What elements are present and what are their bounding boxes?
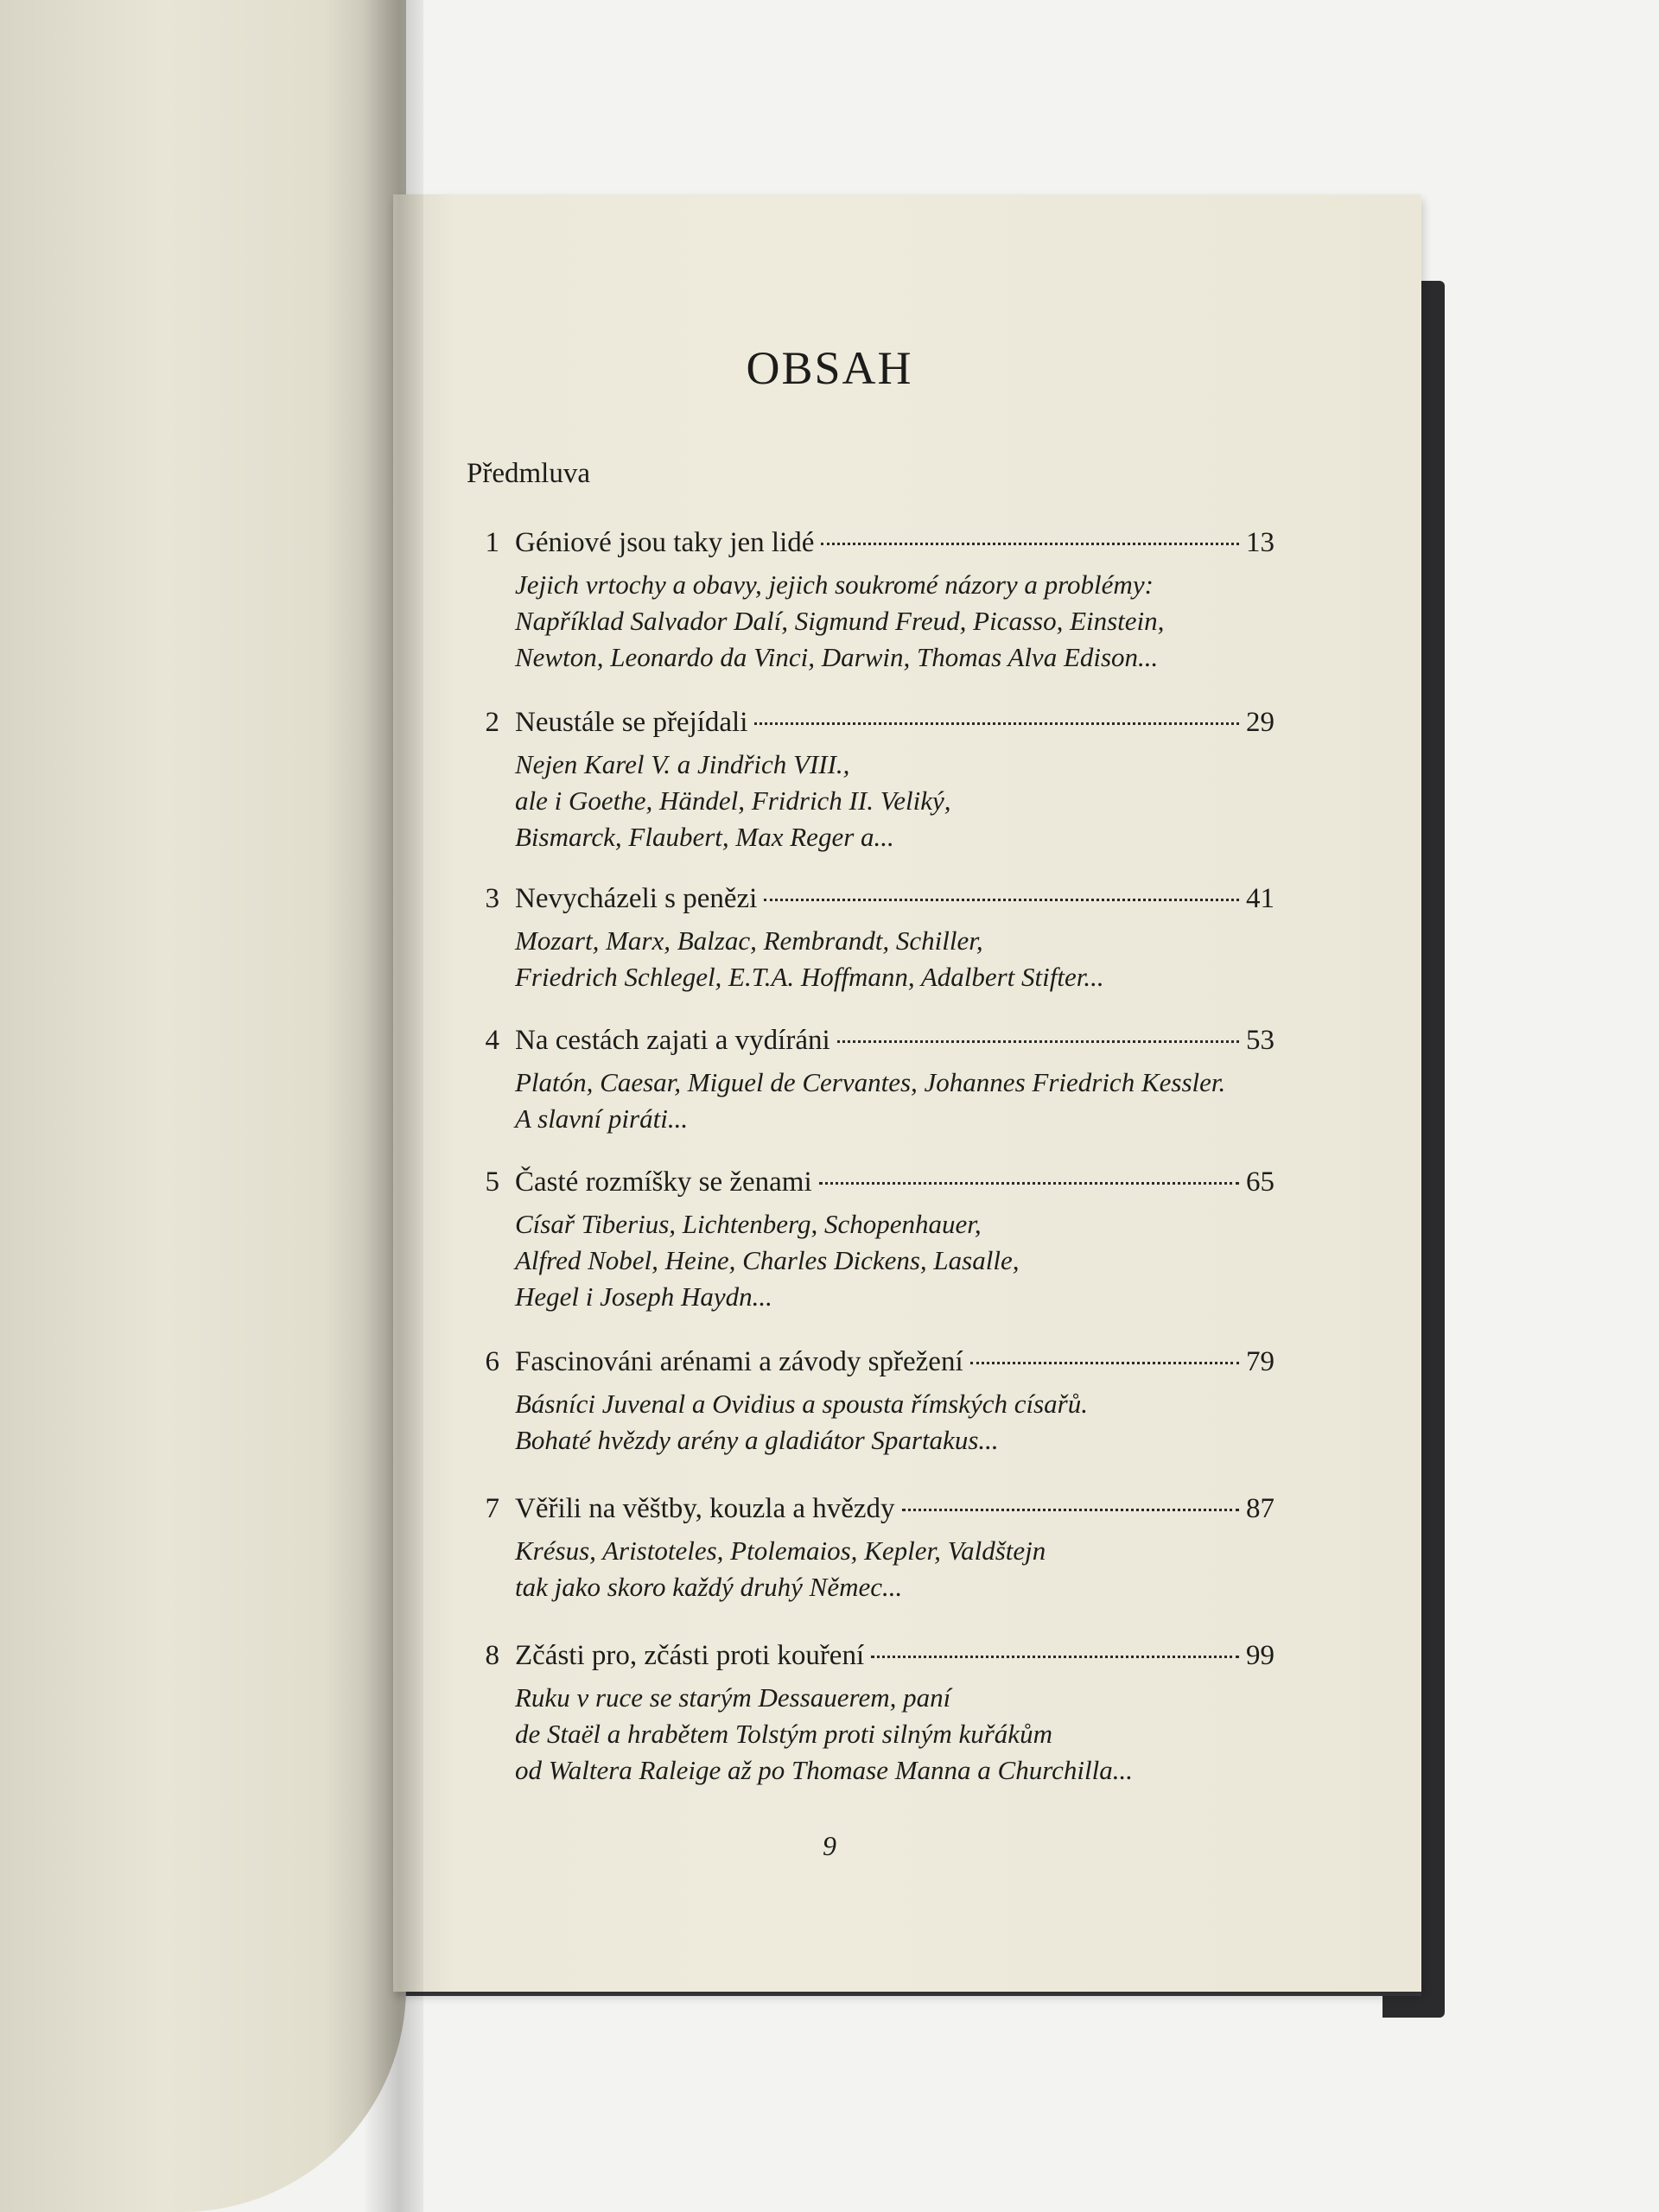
entry-page: 99	[1246, 1640, 1274, 1671]
entry-title: Zčásti pro, zčásti proti kouření	[515, 1640, 865, 1671]
leader-dots	[871, 1656, 1239, 1658]
entry-title: Neustále se přejídali	[515, 707, 748, 738]
entry-number: 4	[485, 1025, 499, 1056]
entry-page: 13	[1246, 527, 1274, 558]
entry-description-line: Bismarck, Flaubert, Max Reger a...	[515, 822, 894, 852]
entry-number: 7	[485, 1493, 499, 1524]
entry-description-line: Krésus, Aristoteles, Ptolemaios, Kepler, Valdštejn	[515, 1535, 1046, 1566]
toc-entry	[467, 707, 1274, 855]
toc-entry	[467, 1493, 1274, 1605]
entry-description-line: tak jako skoro každý druhý Němec...	[515, 1572, 903, 1602]
entry-description-line: Například Salvador Dalí, Sigmund Freud, Picasso, Einstein,	[515, 606, 1165, 636]
entry-description-line: Newton, Leonardo da Vinci, Darwin, Thomas Alva Edison...	[515, 642, 1159, 672]
toc-entry	[467, 527, 1274, 676]
entry-number: 3	[485, 883, 499, 914]
entry-description-line: de Staël a hrabětem Tolstým proti silným kuřákům	[515, 1719, 1052, 1749]
entry-number: 2	[485, 707, 499, 738]
entry-description-line: Jejich vrtochy a obavy, jejich soukromé názory a problémy:	[515, 569, 1154, 600]
page-title: OBSAH	[746, 342, 913, 394]
entry-description-line: Císař Tiberius, Lichtenberg, Schopenhauer,	[515, 1209, 982, 1239]
entry-description-line: Hegel i Joseph Haydn...	[515, 1281, 772, 1312]
entry-description-line: Platón, Caesar, Miguel de Cervantes, Johannes Friedrich Kessler.	[515, 1067, 1226, 1097]
entry-description-line: Bohaté hvězdy arény a gladiátor Spartakus...	[515, 1425, 999, 1455]
entry-page: 29	[1246, 707, 1274, 738]
entry-description-line: Friedrich Schlegel, E.T.A. Hoffmann, Adalbert Stifter...	[515, 962, 1104, 992]
toc-entry	[467, 1025, 1274, 1137]
entry-page: 53	[1246, 1025, 1274, 1056]
entry-description-line: Nejen Karel V. a Jindřich VIII.,	[515, 749, 850, 779]
entry-description-line: Básníci Juvenal a Ovidius a spousta římských císařů.	[515, 1389, 1088, 1419]
entry-page: 87	[1246, 1493, 1274, 1524]
left-page	[0, 0, 406, 2212]
entry-title: Nevycházeli s penězi	[515, 883, 758, 914]
entry-number: 1	[485, 527, 499, 558]
entry-title: Časté rozmíšky se ženami	[515, 1166, 812, 1198]
toc-entry	[467, 1166, 1274, 1315]
entry-number: 5	[485, 1166, 499, 1198]
book-gutter-shadow	[363, 0, 423, 2212]
entry-description-line: Alfred Nobel, Heine, Charles Dickens, Lasalle,	[515, 1245, 1020, 1275]
entry-page: 41	[1246, 883, 1274, 914]
entry-number: 8	[485, 1640, 499, 1671]
leader-dots	[837, 1040, 1239, 1043]
entry-description-line: od Waltera Raleige až po Thomase Manna a Churchilla...	[515, 1755, 1133, 1785]
page-number: 9	[823, 1830, 836, 1861]
entry-number: 6	[485, 1346, 499, 1377]
entry-page: 79	[1246, 1346, 1274, 1377]
entry-description-line: ale i Goethe, Händel, Fridrich II. Veliký,	[515, 785, 951, 816]
leader-dots	[970, 1362, 1239, 1364]
leader-dots	[902, 1509, 1239, 1511]
leader-dots	[754, 722, 1239, 725]
entry-title: Fascinováni arénami a závody spřežení	[515, 1346, 963, 1377]
entry-page: 65	[1246, 1166, 1274, 1198]
entry-description-line: Ruku v ruce se starým Dessauerem, paní	[515, 1682, 951, 1713]
toc-entry	[467, 1640, 1274, 1789]
leader-dots	[764, 899, 1239, 901]
entry-title: Géniové jsou taky jen lidé	[515, 527, 815, 558]
toc-entry	[467, 883, 1274, 995]
entry-description-line: A slavní piráti...	[515, 1103, 689, 1134]
entry-description-line: Mozart, Marx, Balzac, Rembrandt, Schiller,	[515, 925, 983, 956]
toc-entry	[467, 1346, 1274, 1459]
entry-title: Věřili na věštby, kouzla a hvězdy	[515, 1493, 895, 1524]
preface-entry: Předmluva	[467, 458, 590, 489]
entry-title: Na cestách zajati a vydíráni	[515, 1025, 830, 1056]
leader-dots	[819, 1182, 1239, 1185]
leader-dots	[821, 543, 1239, 545]
